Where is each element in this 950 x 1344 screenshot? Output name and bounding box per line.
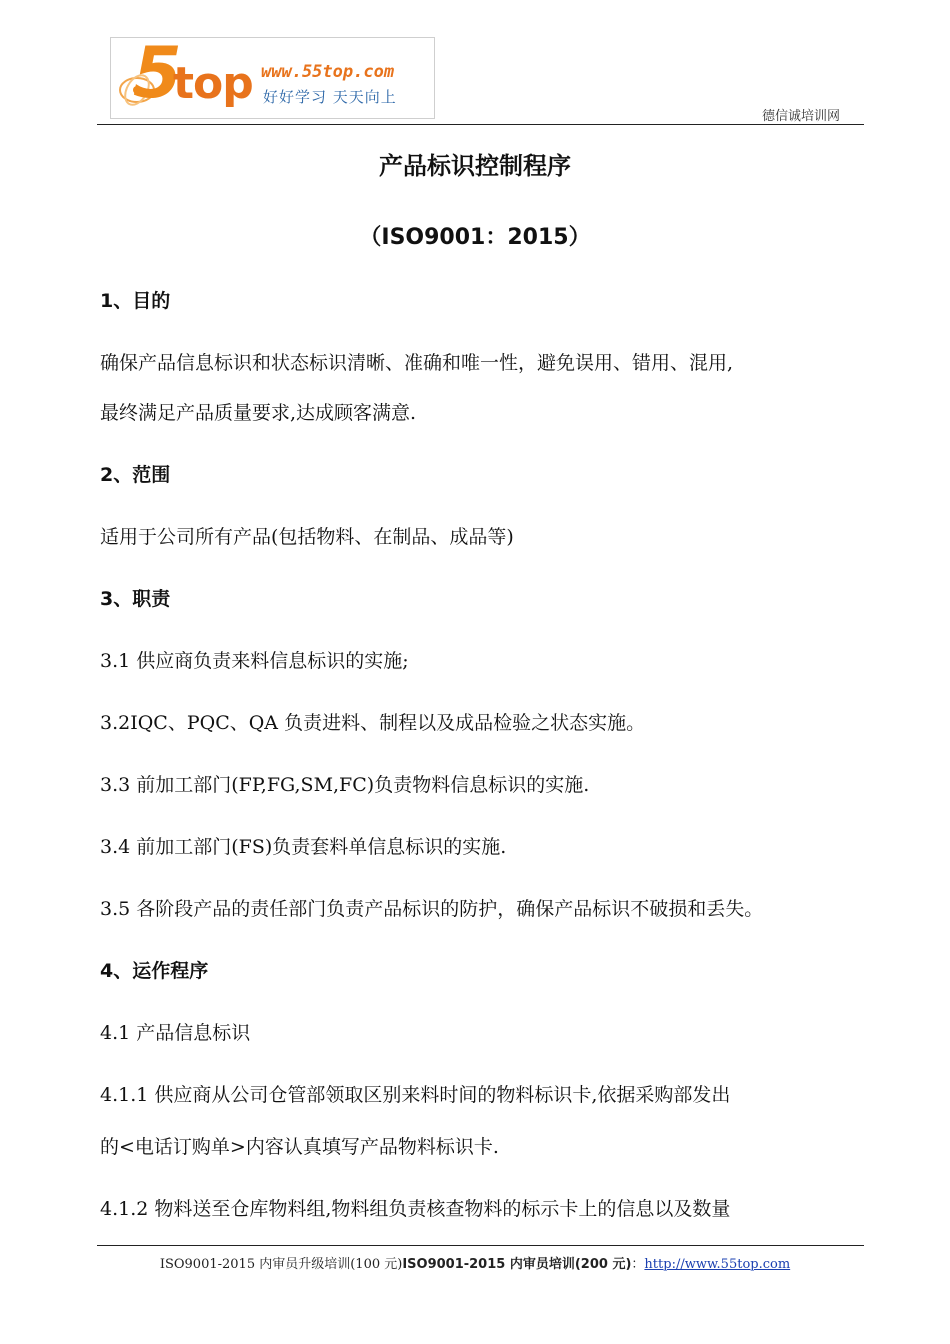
document-subtitle: （ISO9001：2015） <box>359 225 591 250</box>
logo-slogan: 好好学习 天天向上 <box>263 88 397 106</box>
body-line: 3.3 前加工部门(FP,FG,SM,FC)负责物料信息标识的实施. <box>100 774 590 796</box>
body-line: 3.1 供应商负责来料信息标识的实施; <box>100 650 409 672</box>
section-heading-scope: 2、范围 <box>100 464 171 486</box>
footer-course-upgrade: ISO9001-2015 内审员升级培训(100 元) <box>159 1257 403 1272</box>
logo-top: top <box>173 58 253 109</box>
logo-five: 5 <box>133 32 182 114</box>
footer-divider <box>97 1245 864 1246</box>
site-name: 德信诚培训网 <box>761 109 840 124</box>
body-line: 3.5 各阶段产品的责任部门负责产品标识的防护，确保产品标识不破损和丢失。 <box>100 898 764 920</box>
body-line: 适用于公司所有产品(包括物料、在制品、成品等) <box>100 526 514 548</box>
body-line: 4.1.1 供应商从公司仓管部领取区别来料时间的物料标识卡,依据采购部发出 <box>100 1084 731 1106</box>
logo-url: www.55top.com <box>261 62 395 82</box>
header-divider <box>97 124 864 125</box>
document-title: 产品标识控制程序 <box>379 152 571 180</box>
section-heading-procedure: 4、运作程序 <box>100 960 209 982</box>
body-line: 4.1 产品信息标识 <box>100 1022 251 1044</box>
body-line: 3.2IQC、PQC、QA 负责进料、制程以及成品检验之状态实施。 <box>100 712 646 734</box>
body-line: 的<电话订购单>内容认真填写产品物料标识卡. <box>100 1136 499 1158</box>
site-logo <box>110 32 435 119</box>
footer-course-auditor: ISO9001-2015 内审员培训(200 元) <box>402 1257 632 1272</box>
page-footer <box>0 1253 950 1272</box>
body-line: 最终满足产品质量要求,达成顾客满意. <box>100 402 417 424</box>
body-line: 4.1.2 物料送至仓库物料组,物料组负责核查物料的标示卡上的信息以及数量 <box>100 1198 731 1220</box>
footer-site-link[interactable]: http://www.55top.com <box>644 1257 791 1272</box>
body-line: 确保产品信息标识和状态标识清晰、准确和唯一性，避免误用、错用、混用, <box>100 352 734 374</box>
section-heading-responsibility: 3、职责 <box>100 588 171 610</box>
footer-separator: ： <box>631 1257 645 1272</box>
body-line: 3.4 前加工部门(FS)负责套料单信息标识的实施. <box>100 836 507 858</box>
section-heading-purpose: 1、目的 <box>100 290 171 312</box>
